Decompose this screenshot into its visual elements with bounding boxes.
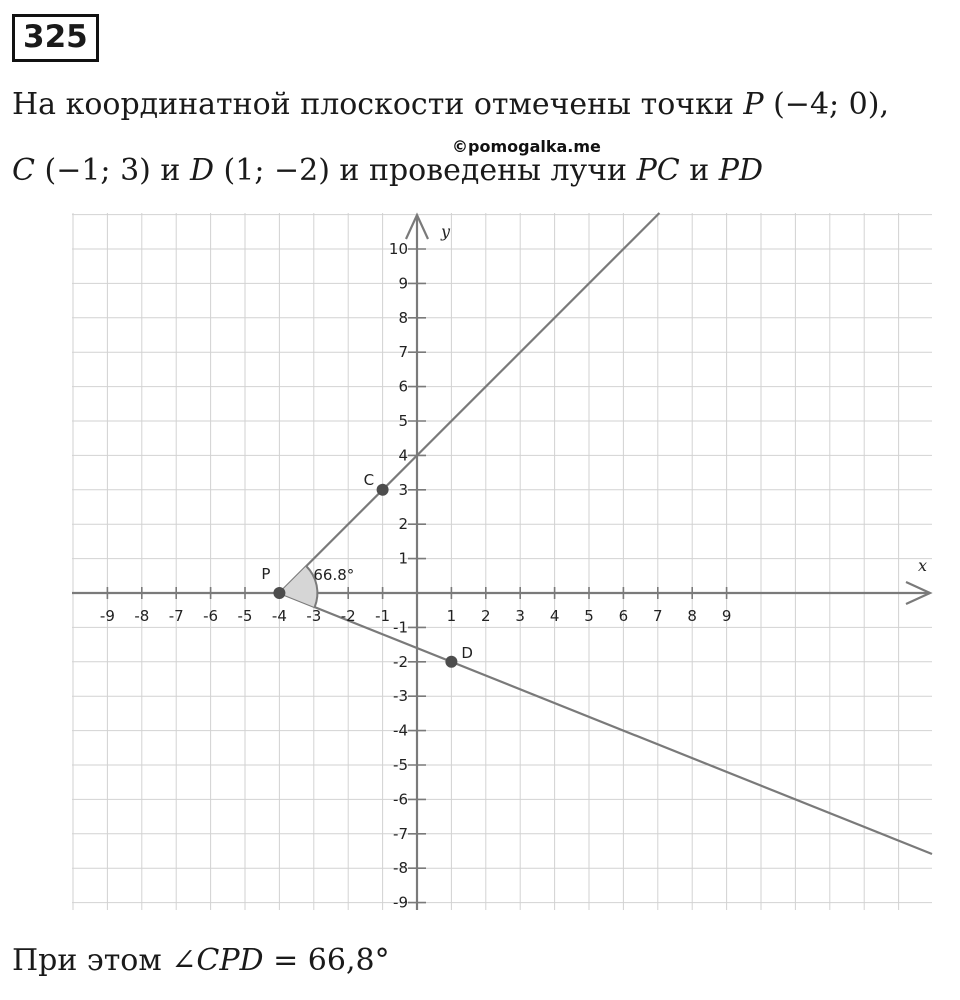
point-c: [377, 484, 389, 496]
y-tick-label: 4: [398, 446, 408, 465]
x-tick-label: 3: [515, 607, 525, 625]
point-d-name: D: [189, 153, 214, 188]
point-label-d: D: [461, 643, 473, 662]
y-tick-label: -2: [393, 652, 408, 671]
problem-statement-line-1: [12, 86, 889, 124]
x-tick-label: 9: [721, 607, 732, 625]
x-tick-label: 1: [446, 607, 457, 625]
points: [261, 471, 473, 668]
y-axis-label: y: [441, 222, 451, 241]
conjunction: и: [679, 153, 719, 188]
x-tick-label: 4: [549, 607, 560, 625]
y-tick-label: 1: [398, 549, 408, 568]
x-tick-label: 2: [481, 607, 491, 625]
ray-pc-name: PC: [636, 153, 680, 188]
x-tick-label: 7: [653, 607, 663, 625]
axes: [72, 215, 930, 910]
point-c-coords: (−1; 3) и: [34, 153, 190, 188]
x-axis-label: x: [918, 556, 928, 575]
y-tick-label: 10: [388, 240, 408, 258]
point-c-name: C: [12, 153, 35, 188]
point-d-coords: (1; −2) и проведены лучи: [214, 153, 637, 188]
x-tick-label: -3: [306, 607, 322, 625]
y-tick-label: -3: [393, 687, 408, 706]
problem-number: 325: [12, 14, 99, 62]
y-tick-label: 8: [398, 308, 408, 327]
x-tick-label: -2: [340, 607, 356, 625]
x-tick-label: -7: [168, 607, 184, 625]
watermark: ©pomogalka.me: [452, 137, 601, 156]
y-tick-label: 6: [398, 377, 408, 396]
point-p-name: P: [743, 87, 764, 122]
ray-pd: [279, 593, 932, 854]
point-d: [445, 656, 457, 668]
x-tick-label: -8: [134, 607, 150, 625]
y-tick-label: -9: [393, 893, 408, 912]
ticks: [100, 240, 731, 912]
y-tick-label: -7: [393, 824, 408, 843]
point-p-coords: (−4; 0),: [763, 87, 889, 122]
x-tick-label: -4: [271, 607, 287, 625]
problem-statement-line-2: [12, 152, 763, 190]
rays: [279, 213, 932, 854]
x-tick-label: 6: [618, 607, 629, 625]
coordinate-plane: [0, 205, 960, 920]
statement-text: На координатной плоскости отмечены точки: [12, 87, 744, 122]
ray-pd-name: PD: [718, 153, 764, 188]
y-tick-label: -4: [393, 721, 408, 740]
x-tick-label: 5: [584, 607, 594, 625]
y-tick-label: -8: [393, 859, 408, 878]
answer-value: = 66,8°: [263, 943, 390, 978]
y-tick-label: -6: [393, 790, 408, 809]
answer-angle-name: CPD: [196, 943, 264, 978]
y-tick-label: 3: [398, 480, 408, 499]
ray-pc: [279, 213, 659, 593]
point-p: [273, 587, 285, 599]
x-tick-label: 8: [687, 607, 697, 625]
y-tick-label: 9: [398, 274, 408, 293]
y-tick-label: -1: [393, 618, 408, 637]
grid: [72, 213, 932, 910]
x-tick-label: -6: [203, 607, 219, 625]
angle-marker: [279, 566, 354, 607]
point-label-c: C: [363, 470, 375, 489]
y-tick-label: 5: [398, 412, 408, 430]
y-tick-label: 7: [398, 343, 408, 362]
x-tick-label: -1: [375, 607, 391, 625]
answer-prefix: При этом ∠: [12, 943, 197, 978]
y-tick-label: -5: [393, 756, 408, 774]
point-label-p: P: [261, 565, 271, 583]
angle-label: 66.8°: [313, 566, 355, 584]
answer-line: [12, 942, 390, 980]
y-tick-label: 2: [398, 515, 408, 534]
x-tick-label: -5: [237, 607, 253, 625]
x-tick-label: -9: [99, 607, 115, 625]
